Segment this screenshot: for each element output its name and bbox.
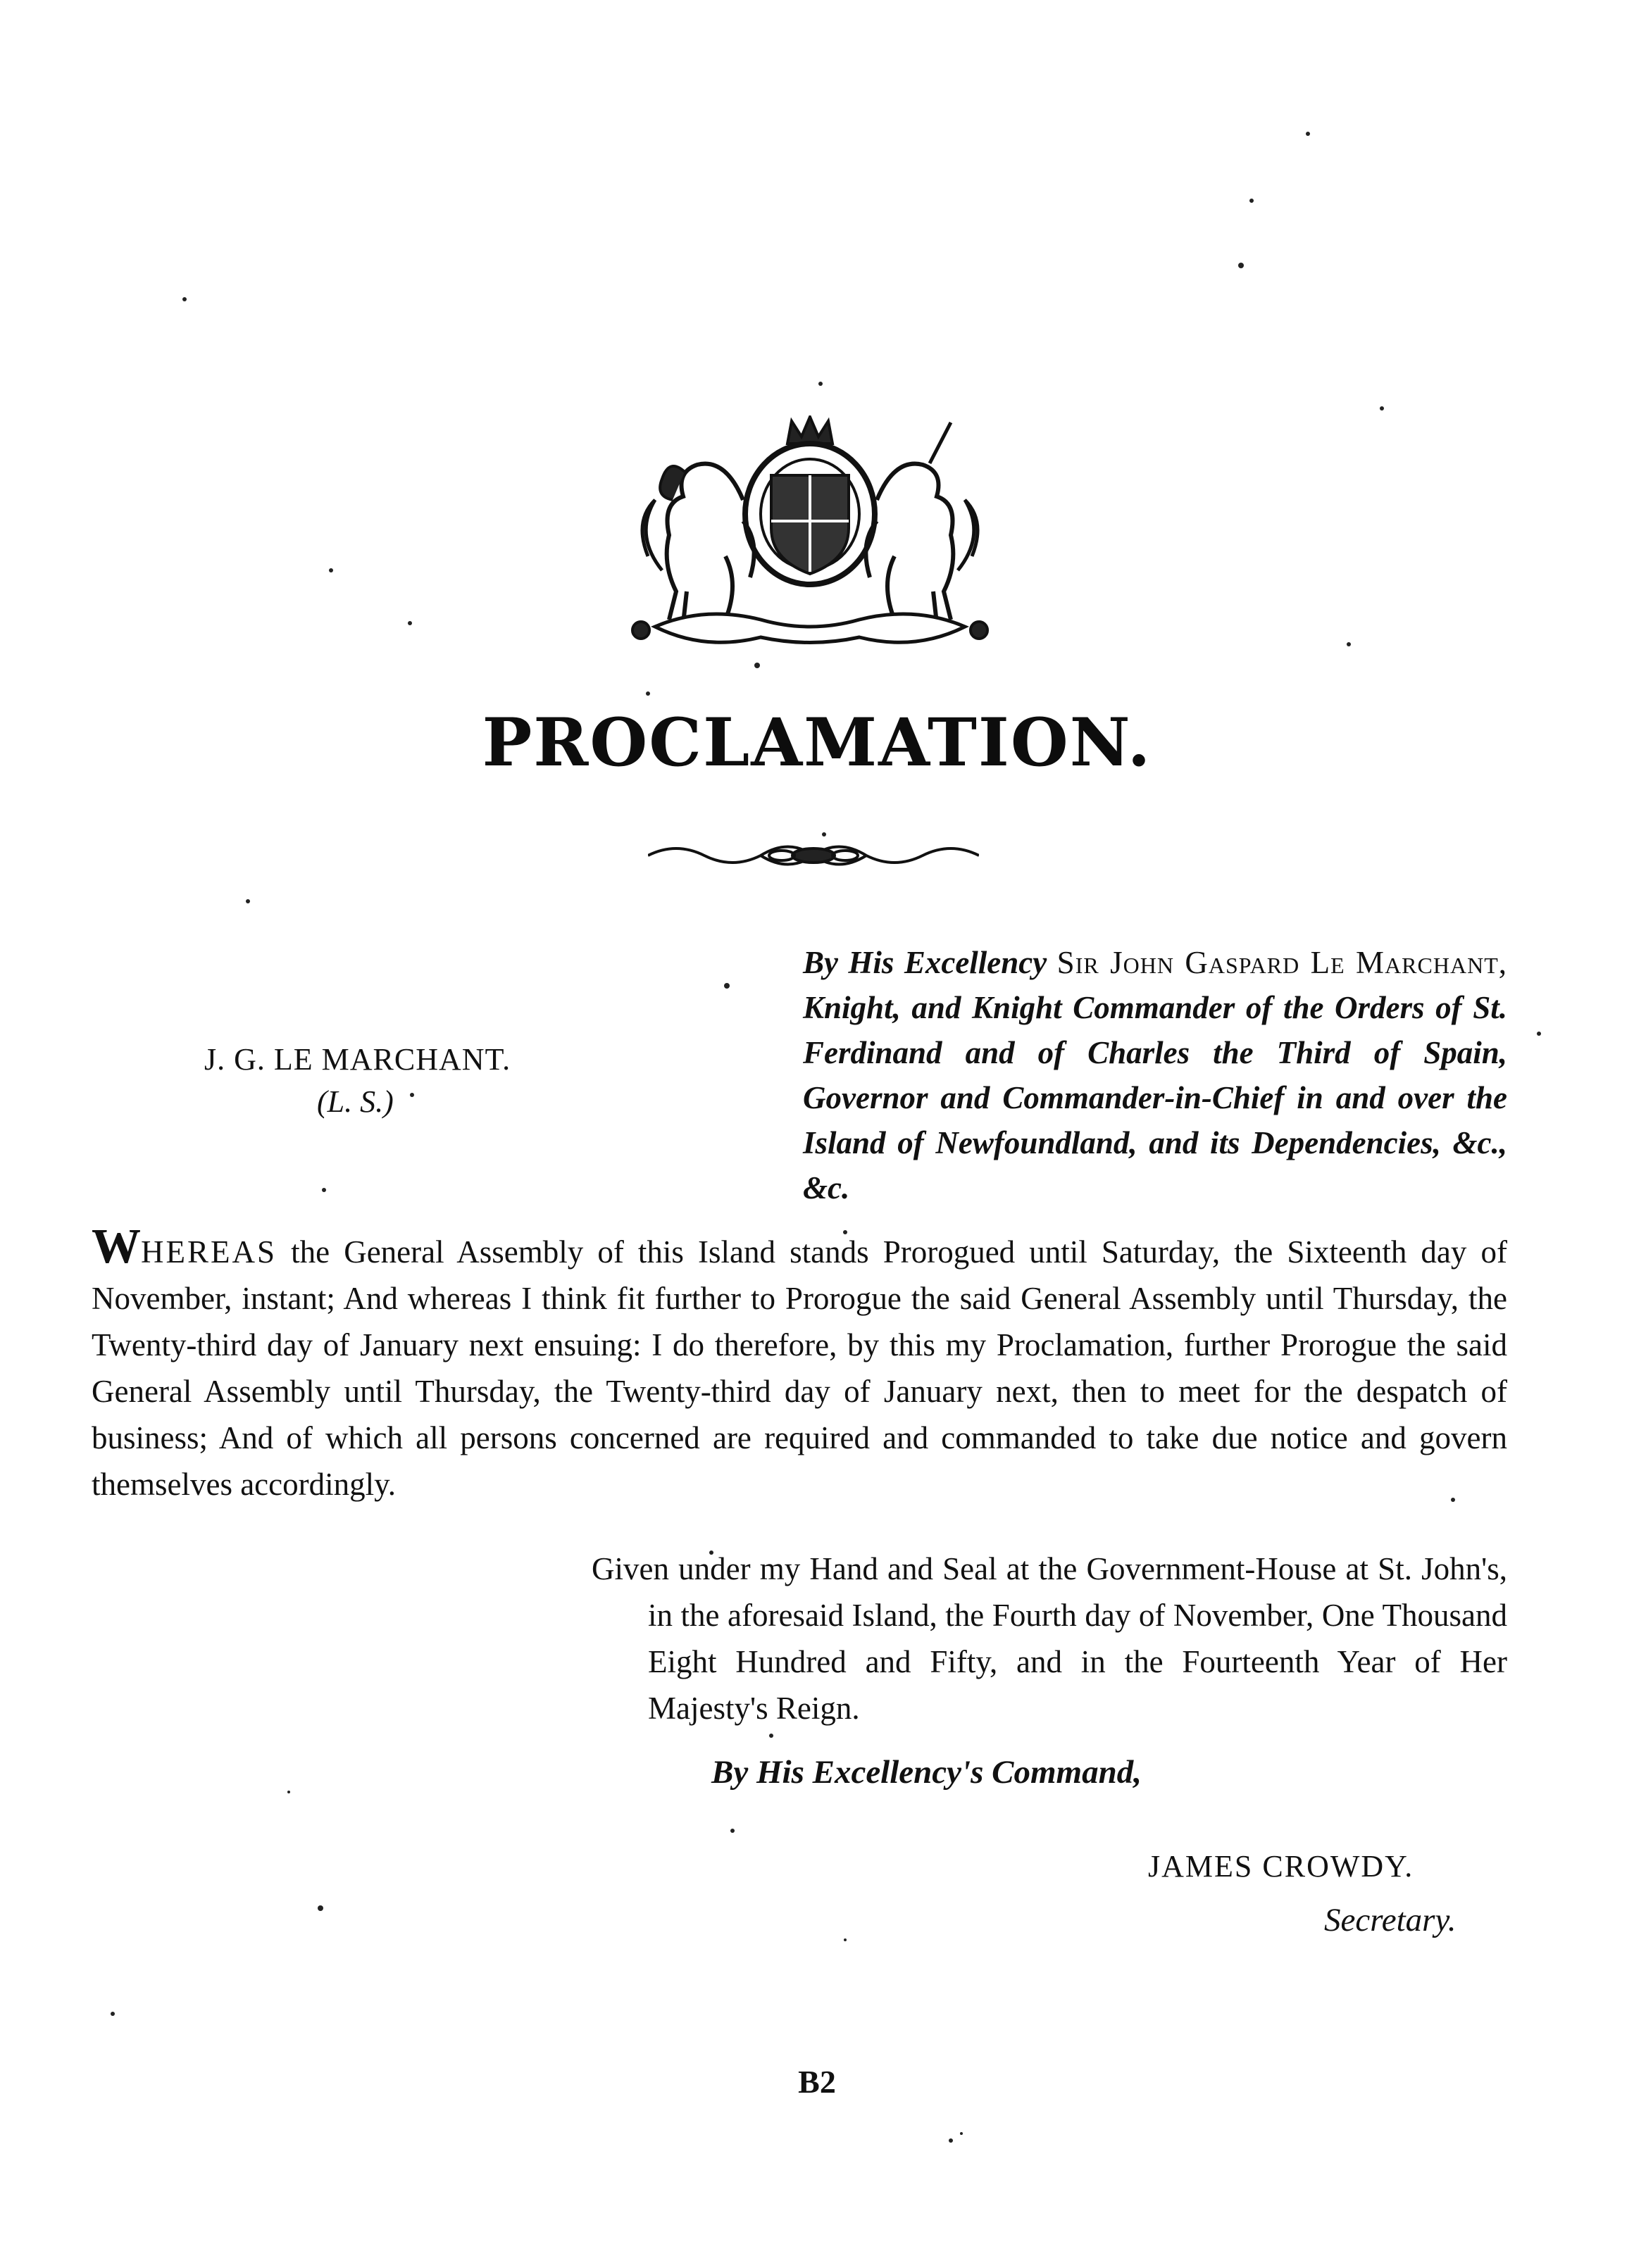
- flourish-divider-icon: [648, 838, 979, 873]
- seal-mark: (L. S.): [317, 1084, 394, 1119]
- page-number: B2: [798, 2064, 836, 2100]
- by-command: By His Excellency's Command,: [711, 1754, 1142, 1791]
- governor-titles: [803, 940, 1507, 1210]
- lead-word: HEREAS: [141, 1234, 277, 1270]
- signatory-name: JAMES CROWDY.: [1148, 1849, 1414, 1884]
- royal-coat-of-arms-icon: [620, 415, 1000, 655]
- governor-rank: Knight, and Knight Commander: [803, 990, 1235, 1025]
- page-title: PROCLAMATION.: [482, 704, 1152, 782]
- governor-offices: of the Orders of St. Ferdinand and of Charles the Third of Spain, Governor and Commander-in-Chief in and over the Island of Newfoundland, and its Dependencies, &c., &c.: [803, 990, 1508, 1205]
- body-text: the General Assembly of this Island stands Prorogued until Saturday, the Sixteenth day of November, instant; And whereas I think fit further to Prorogue the said General Assembly until Thursday, the Twenty-third day of January next ensuing: I do therefore, by this my Proclamation, further Prorogue the said General Assembly until Thursday, the Twenty-third day of January next, then to meet for the despatch of business; And of which all persons concerned are required and commanded to take due notice and govern themselves accordingly.: [92, 1234, 1507, 1502]
- drop-cap: W: [92, 1220, 141, 1274]
- governor-name: Sir John Gaspard Le Marchant,: [1056, 945, 1507, 980]
- signatory-title: Secretary.: [1324, 1902, 1457, 1938]
- titles-by: By His Excellency: [803, 945, 1047, 980]
- proclamation-body: [92, 1220, 1507, 1508]
- seal-signature: [204, 1039, 570, 1123]
- seal-name: J. G. LE MARCHANT.: [204, 1042, 511, 1077]
- given-under-seal: Given under my Hand and Seal at the Government-House at St. John's, in the aforesaid Island, the Fourth day of November, One Thousand Eight Hundred and Fifty, and in the Fourteenth Year of Her Majesty's Reign.: [592, 1551, 1507, 1726]
